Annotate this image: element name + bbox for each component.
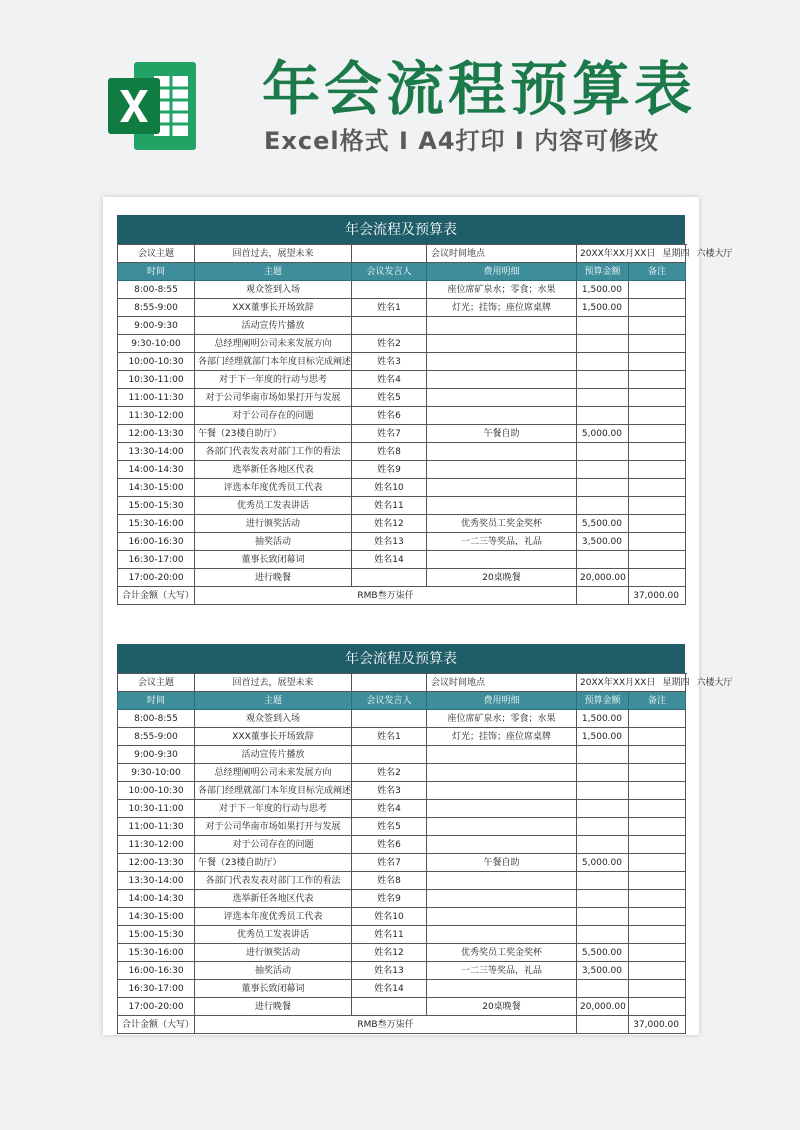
time-cell[interactable]: 14:30-15:00 [118,908,195,926]
topic-cell[interactable]: 对于下一年度的行动与思考 [195,371,352,389]
note-cell[interactable] [629,746,686,764]
amount-cell[interactable] [577,335,629,353]
speaker-cell[interactable]: 姓名8 [352,443,427,461]
topic-cell[interactable]: 评选本年度优秀员工代表 [195,908,352,926]
column-header-topic[interactable]: 主题 [195,263,352,281]
table-row [118,335,686,353]
speaker-cell[interactable] [352,569,427,587]
cost-cell[interactable] [427,818,577,836]
amount-cell[interactable] [577,890,629,908]
amount-cell[interactable] [577,461,629,479]
total-row [118,1016,686,1034]
topic-cell[interactable]: 午餐（23楼自助厅） [195,854,352,872]
meeting-info-row [118,245,686,263]
topic-cell[interactable]: 对于公司存在的问题 [195,836,352,854]
amount-cell[interactable] [577,443,629,461]
amount-cell[interactable]: 1,500.00 [577,710,629,728]
time-cell[interactable]: 10:00-10:30 [118,353,195,371]
note-cell[interactable] [629,371,686,389]
amount-cell[interactable]: 5,000.00 [577,425,629,443]
topic-cell[interactable]: 活动宣传片播放 [195,746,352,764]
speaker-cell[interactable]: 姓名1 [352,728,427,746]
time-cell[interactable]: 11:30-12:00 [118,836,195,854]
date-place-value[interactable] [577,674,733,692]
speaker-cell[interactable] [352,281,427,299]
note-cell[interactable] [629,317,686,335]
speaker-cell[interactable]: 姓名4 [352,371,427,389]
total-words[interactable]: RMB叁万柒仟 [195,587,577,605]
cost-cell[interactable]: 座位席矿泉水；零食；水果 [427,281,577,299]
note-cell[interactable] [629,728,686,746]
time-cell[interactable]: 14:00-14:30 [118,890,195,908]
sheet-title: 年会流程及预算表 [117,215,685,244]
table-row [118,980,686,998]
cost-cell[interactable] [427,764,577,782]
cost-cell[interactable] [427,317,577,335]
speaker-cell[interactable]: 姓名11 [352,497,427,515]
date-value: 20XX年XX月XX日 [580,248,656,259]
note-cell[interactable] [629,800,686,818]
speaker-cell[interactable]: 姓名1 [352,299,427,317]
venue-value: 六楼大厅 [696,248,733,259]
note-cell[interactable] [629,407,686,425]
time-cell[interactable]: 10:30-11:00 [118,371,195,389]
cost-cell[interactable]: 一二三等奖品，礼品 [427,962,577,980]
speaker-cell[interactable] [352,710,427,728]
note-cell[interactable] [629,389,686,407]
speaker-cell[interactable]: 姓名11 [352,926,427,944]
topic-cell[interactable]: 对于公司华南市场如果打开与发展 [195,818,352,836]
cost-cell[interactable] [427,461,577,479]
table-row [118,764,686,782]
column-header-note[interactable]: 备注 [629,263,686,281]
note-cell[interactable] [629,551,686,569]
total-blank[interactable] [577,587,629,605]
total-amount[interactable]: 37,000.00 [629,1016,686,1034]
time-cell[interactable]: 11:00-11:30 [118,389,195,407]
time-cell[interactable]: 8:55-9:00 [118,299,195,317]
table-row [118,389,686,407]
topic-cell[interactable]: 抽奖活动 [195,533,352,551]
topic-cell[interactable]: 优秀员工发表讲话 [195,497,352,515]
total-words[interactable]: RMB叁万柒仟 [195,1016,577,1034]
topic-cell[interactable]: 观众签到入场 [195,281,352,299]
table-row [118,890,686,908]
time-cell[interactable]: 8:55-9:00 [118,728,195,746]
note-cell[interactable] [629,998,686,1016]
table-row [118,569,686,587]
cost-cell[interactable]: 20桌晚餐 [427,569,577,587]
cost-cell[interactable]: 灯光；挂饰；座位席桌牌 [427,299,577,317]
table-row [118,818,686,836]
speaker-cell[interactable]: 姓名2 [352,764,427,782]
note-cell[interactable] [629,443,686,461]
note-cell[interactable] [629,818,686,836]
place-label[interactable]: 会议时间地点 [427,674,577,692]
note-cell[interactable] [629,890,686,908]
topic-cell[interactable]: 各部门代表发表对部门工作的看法 [195,443,352,461]
meeting-info-row [118,674,686,692]
topic-cell[interactable]: 活动宣传片播放 [195,317,352,335]
time-cell[interactable]: 16:00-16:30 [118,962,195,980]
speaker-cell[interactable] [352,998,427,1016]
budget-table [117,673,733,1034]
speaker-cell[interactable]: 姓名9 [352,890,427,908]
note-cell[interactable] [629,782,686,800]
table-row [118,551,686,569]
cost-cell[interactable] [427,407,577,425]
note-cell[interactable] [629,854,686,872]
amount-cell[interactable]: 20,000.00 [577,998,629,1016]
speaker-cell[interactable]: 姓名2 [352,335,427,353]
cost-cell[interactable] [427,335,577,353]
speaker-cell[interactable]: 姓名6 [352,836,427,854]
table-row [118,515,686,533]
amount-cell[interactable] [577,764,629,782]
speaker-cell[interactable]: 姓名3 [352,782,427,800]
table-row [118,299,686,317]
topic-cell[interactable]: 董事长致闭幕词 [195,551,352,569]
page-title: 年会流程预算表 [262,55,697,123]
total-label[interactable]: 合计金额（大写） [118,587,195,605]
amount-cell[interactable] [577,407,629,425]
cost-cell[interactable]: 午餐自助 [427,854,577,872]
table-row [118,371,686,389]
cost-cell[interactable] [427,371,577,389]
total-amount[interactable]: 37,000.00 [629,587,686,605]
cost-cell[interactable] [427,497,577,515]
amount-cell[interactable]: 1,500.00 [577,728,629,746]
amount-cell[interactable] [577,782,629,800]
time-cell[interactable]: 12:00-13:30 [118,854,195,872]
column-header-note[interactable]: 备注 [629,692,686,710]
topic-cell[interactable]: 优秀员工发表讲话 [195,926,352,944]
theme-value[interactable]: 回首过去，展望未来 [195,245,352,263]
topic-cell[interactable]: XXX董事长开场致辞 [195,299,352,317]
topic-cell[interactable]: 对于公司华南市场如果打开与发展 [195,389,352,407]
cost-cell[interactable]: 灯光；挂饰；座位席桌牌 [427,728,577,746]
speaker-cell[interactable]: 姓名7 [352,854,427,872]
info-blank[interactable] [352,674,427,692]
amount-cell[interactable] [577,353,629,371]
table-row [118,281,686,299]
note-cell[interactable] [629,944,686,962]
note-cell[interactable] [629,962,686,980]
amount-cell[interactable] [577,836,629,854]
table-row [118,962,686,980]
topic-cell[interactable]: 进行颁奖活动 [195,515,352,533]
weekday-value: 星期四 [662,677,690,688]
column-header-amount[interactable]: 预算金额 [577,692,629,710]
time-cell[interactable]: 12:00-13:30 [118,425,195,443]
amount-cell[interactable]: 20,000.00 [577,569,629,587]
time-cell[interactable]: 10:00-10:30 [118,782,195,800]
table-row [118,746,686,764]
speaker-cell[interactable]: 姓名12 [352,515,427,533]
cost-cell[interactable]: 一二三等奖品，礼品 [427,533,577,551]
amount-cell[interactable] [577,818,629,836]
time-cell[interactable]: 9:00-9:30 [118,317,195,335]
cost-cell[interactable]: 座位席矿泉水；零食；水果 [427,710,577,728]
cost-cell[interactable] [427,443,577,461]
topic-cell[interactable]: 进行晚餐 [195,998,352,1016]
note-cell[interactable] [629,353,686,371]
cost-cell[interactable] [427,800,577,818]
time-cell[interactable]: 16:30-17:00 [118,980,195,998]
note-cell[interactable] [629,872,686,890]
cost-cell[interactable] [427,926,577,944]
sheet-title: 年会流程及预算表 [117,644,685,673]
amount-cell[interactable] [577,551,629,569]
time-cell[interactable]: 15:30-16:00 [118,515,195,533]
time-cell[interactable]: 9:00-9:30 [118,746,195,764]
time-cell[interactable]: 15:00-15:30 [118,926,195,944]
amount-cell[interactable] [577,800,629,818]
speaker-cell[interactable]: 姓名7 [352,425,427,443]
time-cell[interactable]: 10:30-11:00 [118,800,195,818]
cost-cell[interactable] [427,746,577,764]
time-cell[interactable]: 16:00-16:30 [118,533,195,551]
note-cell[interactable] [629,908,686,926]
table-row [118,908,686,926]
theme-label[interactable]: 会议主题 [118,245,195,263]
table-row [118,353,686,371]
time-cell[interactable]: 11:00-11:30 [118,818,195,836]
speaker-cell[interactable]: 姓名10 [352,908,427,926]
theme-value[interactable]: 回首过去，展望未来 [195,674,352,692]
topic-cell[interactable]: 总经理阐明公司未来发展方向 [195,764,352,782]
amount-cell[interactable]: 3,500.00 [577,962,629,980]
note-cell[interactable] [629,425,686,443]
speaker-cell[interactable]: 姓名4 [352,800,427,818]
note-cell[interactable] [629,710,686,728]
note-cell[interactable] [629,533,686,551]
time-cell[interactable]: 14:00-14:30 [118,461,195,479]
budget-sheet-2 [117,644,733,1034]
speaker-cell[interactable] [352,746,427,764]
cost-cell[interactable] [427,908,577,926]
speaker-cell[interactable]: 姓名6 [352,407,427,425]
budget-sheet-1 [117,215,733,605]
amount-cell[interactable]: 1,500.00 [577,281,629,299]
amount-cell[interactable]: 3,500.00 [577,533,629,551]
speaker-cell[interactable]: 姓名13 [352,533,427,551]
time-cell[interactable]: 14:30-15:00 [118,479,195,497]
note-cell[interactable] [629,335,686,353]
amount-cell[interactable] [577,317,629,335]
cost-cell[interactable]: 午餐自助 [427,425,577,443]
topic-cell[interactable]: 各部门经理就部门本年度目标完成阐述 [195,782,352,800]
topic-cell[interactable]: 选举新任各地区代表 [195,890,352,908]
amount-cell[interactable] [577,926,629,944]
theme-label[interactable]: 会议主题 [118,674,195,692]
amount-cell[interactable] [577,497,629,515]
column-header-topic[interactable]: 主题 [195,692,352,710]
speaker-cell[interactable]: 姓名8 [352,872,427,890]
total-blank[interactable] [577,1016,629,1034]
note-cell[interactable] [629,497,686,515]
column-header-amount[interactable]: 预算金额 [577,263,629,281]
table-row [118,872,686,890]
info-blank[interactable] [352,245,427,263]
table-row [118,533,686,551]
cost-cell[interactable] [427,389,577,407]
speaker-cell[interactable]: 姓名9 [352,461,427,479]
page-subtitle: Excel格式 I A4打印 I 内容可修改 [264,127,660,155]
table-row [118,926,686,944]
speaker-cell[interactable]: 姓名5 [352,818,427,836]
table-row [118,497,686,515]
place-label[interactable]: 会议时间地点 [427,245,577,263]
time-cell[interactable]: 13:30-14:00 [118,872,195,890]
amount-cell[interactable] [577,371,629,389]
note-cell[interactable] [629,926,686,944]
cost-cell[interactable]: 20桌晚餐 [427,998,577,1016]
time-cell[interactable]: 11:30-12:00 [118,407,195,425]
table-row [118,728,686,746]
table-row [118,425,686,443]
time-cell[interactable]: 15:30-16:00 [118,944,195,962]
cost-cell[interactable] [427,782,577,800]
amount-cell[interactable] [577,479,629,497]
topic-cell[interactable]: 进行颁奖活动 [195,944,352,962]
table-row [118,710,686,728]
time-cell[interactable]: 13:30-14:00 [118,443,195,461]
amount-cell[interactable] [577,872,629,890]
topic-cell[interactable]: XXX董事长开场致辞 [195,728,352,746]
speaker-cell[interactable] [352,317,427,335]
cost-cell[interactable]: 优秀奖员工奖金奖杯 [427,515,577,533]
time-cell[interactable]: 9:30-10:00 [118,335,195,353]
amount-cell[interactable] [577,908,629,926]
topic-cell[interactable]: 董事长致闭幕词 [195,980,352,998]
speaker-cell[interactable]: 姓名14 [352,551,427,569]
time-cell[interactable]: 9:30-10:00 [118,764,195,782]
speaker-cell[interactable]: 姓名13 [352,962,427,980]
column-header-speaker[interactable]: 会议发言人 [352,692,427,710]
table-row [118,782,686,800]
amount-cell[interactable] [577,389,629,407]
time-cell[interactable]: 17:00-20:00 [118,569,195,587]
weekday-value: 星期四 [662,248,690,259]
topic-cell[interactable]: 午餐（23楼自助厅） [195,425,352,443]
column-header-speaker[interactable]: 会议发言人 [352,263,427,281]
note-cell[interactable] [629,980,686,998]
topic-cell[interactable]: 各部门经理就部门本年度目标完成阐述 [195,353,352,371]
table-row [118,407,686,425]
time-cell[interactable]: 8:00-8:55 [118,710,195,728]
time-cell[interactable]: 16:30-17:00 [118,551,195,569]
time-cell[interactable]: 17:00-20:00 [118,998,195,1016]
note-cell[interactable] [629,461,686,479]
time-cell[interactable]: 8:00-8:55 [118,281,195,299]
column-header-cost[interactable]: 费用明细 [427,692,577,710]
topic-cell[interactable]: 评选本年度优秀员工代表 [195,479,352,497]
topic-cell[interactable]: 各部门代表发表对部门工作的看法 [195,872,352,890]
cost-cell[interactable] [427,551,577,569]
column-header-row [118,263,686,281]
column-header-cost[interactable]: 费用明细 [427,263,577,281]
table-row [118,461,686,479]
amount-cell[interactable]: 5,000.00 [577,854,629,872]
note-cell[interactable] [629,764,686,782]
table-row [118,998,686,1016]
note-cell[interactable] [629,515,686,533]
speaker-cell[interactable]: 姓名3 [352,353,427,371]
date-value: 20XX年XX月XX日 [580,677,656,688]
speaker-cell[interactable]: 姓名10 [352,479,427,497]
topic-cell[interactable]: 观众签到入场 [195,710,352,728]
note-cell[interactable] [629,299,686,317]
speaker-cell[interactable]: 姓名5 [352,389,427,407]
topic-cell[interactable]: 选举新任各地区代表 [195,461,352,479]
cost-cell[interactable]: 优秀奖员工奖金奖杯 [427,944,577,962]
cost-cell[interactable] [427,353,577,371]
time-cell[interactable]: 15:00-15:30 [118,497,195,515]
column-header-row [118,692,686,710]
table-row [118,317,686,335]
note-cell[interactable] [629,569,686,587]
budget-table [117,244,733,605]
topic-cell[interactable]: 对于公司存在的问题 [195,407,352,425]
table-row [118,443,686,461]
note-cell[interactable] [629,836,686,854]
cost-cell[interactable] [427,872,577,890]
document-paper [103,197,733,1035]
date-place-value[interactable] [577,245,733,263]
page-header [0,0,800,190]
table-row [118,479,686,497]
note-cell[interactable] [629,479,686,497]
table-row [118,944,686,962]
total-label[interactable]: 合计金额（大写） [118,1016,195,1034]
speaker-cell[interactable]: 姓名14 [352,980,427,998]
table-row [118,854,686,872]
topic-cell[interactable]: 总经理阐明公司未来发展方向 [195,335,352,353]
note-cell[interactable] [629,281,686,299]
amount-cell[interactable]: 5,500.00 [577,944,629,962]
table-row [118,800,686,818]
amount-cell[interactable]: 1,500.00 [577,299,629,317]
amount-cell[interactable]: 5,500.00 [577,515,629,533]
topic-cell[interactable]: 抽奖活动 [195,962,352,980]
amount-cell[interactable] [577,746,629,764]
cost-cell[interactable] [427,980,577,998]
venue-value: 六楼大厅 [696,677,733,688]
cost-cell[interactable] [427,836,577,854]
topic-cell[interactable]: 对于下一年度的行动与思考 [195,800,352,818]
topic-cell[interactable]: 进行晚餐 [195,569,352,587]
excel-logo-icon [104,58,200,154]
column-header-time[interactable]: 时间 [118,263,195,281]
column-header-time[interactable]: 时间 [118,692,195,710]
table-row [118,836,686,854]
total-row [118,587,686,605]
amount-cell[interactable] [577,980,629,998]
cost-cell[interactable] [427,479,577,497]
speaker-cell[interactable]: 姓名12 [352,944,427,962]
cost-cell[interactable] [427,890,577,908]
